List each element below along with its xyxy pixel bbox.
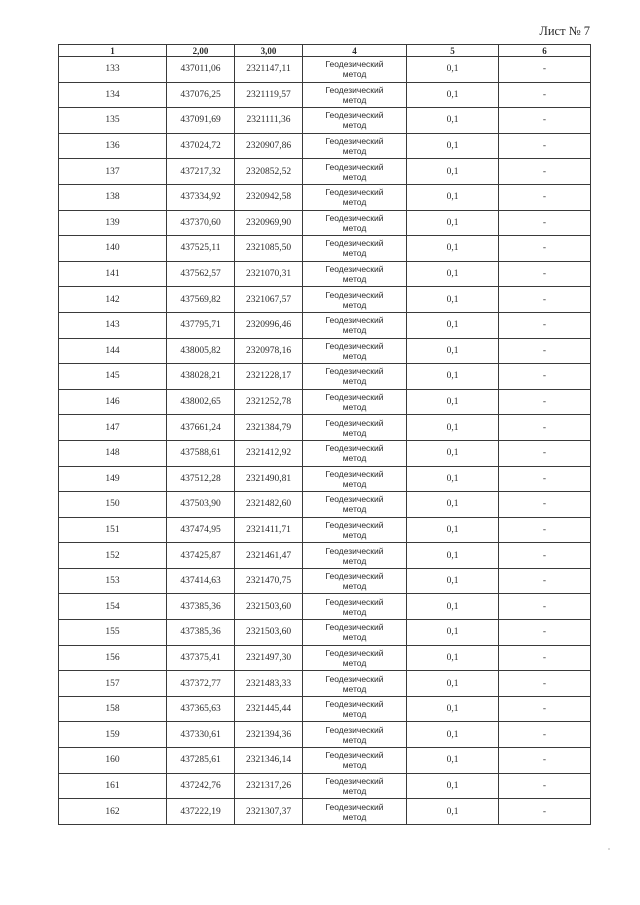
accuracy-cell: 0,1 xyxy=(407,415,499,441)
method-cell xyxy=(303,364,407,390)
method-line-2: метод xyxy=(342,427,367,438)
point-number-cell: 140 xyxy=(59,236,167,262)
x-coordinate-cell: 438005,82 xyxy=(167,338,235,364)
y-coordinate-cell: 2321412,92 xyxy=(235,440,303,466)
x-coordinate-cell: 437372,77 xyxy=(167,671,235,697)
method-line-1: Геодезический xyxy=(325,264,384,275)
note-cell: - xyxy=(499,287,591,313)
method-line-1: Геодезический xyxy=(325,212,384,223)
accuracy-cell: 0,1 xyxy=(407,492,499,518)
method-line-1: Геодезический xyxy=(325,187,384,198)
method-line-1: Геодезический xyxy=(325,110,384,121)
x-coordinate-cell: 438002,65 xyxy=(167,389,235,415)
accuracy-cell: 0,1 xyxy=(407,108,499,134)
table-row xyxy=(59,722,591,748)
accuracy-cell: 0,1 xyxy=(407,184,499,210)
method-line-2: метод xyxy=(342,299,367,310)
x-coordinate-cell: 437474,95 xyxy=(167,517,235,543)
x-coordinate-cell: 437512,28 xyxy=(167,466,235,492)
method-cell xyxy=(303,620,407,646)
y-coordinate-cell: 2321461,47 xyxy=(235,543,303,569)
table-row xyxy=(59,57,591,83)
method-line-1: Геодезический xyxy=(325,545,384,556)
table-row xyxy=(59,594,591,620)
method-line-1: Геодезический xyxy=(325,136,384,147)
method-line-1: Геодезический xyxy=(325,699,384,710)
method-cell xyxy=(303,415,407,441)
accuracy-cell: 0,1 xyxy=(407,568,499,594)
method-line-1: Геодезический xyxy=(325,647,384,658)
method-cell xyxy=(303,517,407,543)
table-row xyxy=(59,492,591,518)
note-cell: - xyxy=(499,722,591,748)
y-coordinate-cell: 2321085,50 xyxy=(235,236,303,262)
method-cell xyxy=(303,440,407,466)
accuracy-cell: 0,1 xyxy=(407,799,499,825)
note-cell: - xyxy=(499,57,591,83)
method-cell xyxy=(303,287,407,313)
accuracy-cell: 0,1 xyxy=(407,287,499,313)
y-coordinate-cell: 2321346,14 xyxy=(235,748,303,774)
y-coordinate-cell: 2321497,30 xyxy=(235,645,303,671)
table-row xyxy=(59,671,591,697)
point-number-cell: 144 xyxy=(59,338,167,364)
y-coordinate-cell: 2321067,57 xyxy=(235,287,303,313)
note-cell: - xyxy=(499,133,591,159)
point-number-cell: 147 xyxy=(59,415,167,441)
scan-speck xyxy=(608,848,610,850)
note-cell: - xyxy=(499,620,591,646)
table-row xyxy=(59,517,591,543)
method-cell xyxy=(303,312,407,338)
accuracy-cell: 0,1 xyxy=(407,133,499,159)
method-line-2: метод xyxy=(342,760,367,771)
x-coordinate-cell: 437562,57 xyxy=(167,261,235,287)
point-number-cell: 152 xyxy=(59,543,167,569)
note-cell: - xyxy=(499,492,591,518)
point-number-cell: 137 xyxy=(59,159,167,185)
x-coordinate-cell: 437503,90 xyxy=(167,492,235,518)
point-number-cell: 160 xyxy=(59,748,167,774)
note-cell: - xyxy=(499,799,591,825)
y-coordinate-cell: 2321384,79 xyxy=(235,415,303,441)
x-coordinate-cell: 437091,69 xyxy=(167,108,235,134)
point-number-cell: 143 xyxy=(59,312,167,338)
y-coordinate-cell: 2321252,78 xyxy=(235,389,303,415)
table-row xyxy=(59,773,591,799)
y-coordinate-cell: 2321394,36 xyxy=(235,722,303,748)
table-row xyxy=(59,568,591,594)
coordinates-table xyxy=(58,44,591,825)
method-line-1: Геодезический xyxy=(325,161,384,172)
accuracy-cell: 0,1 xyxy=(407,82,499,108)
note-cell: - xyxy=(499,82,591,108)
method-line-2: метод xyxy=(342,683,367,694)
accuracy-cell: 0,1 xyxy=(407,620,499,646)
y-coordinate-cell: 2321490,81 xyxy=(235,466,303,492)
note-cell: - xyxy=(499,696,591,722)
method-cell xyxy=(303,108,407,134)
method-cell xyxy=(303,159,407,185)
point-number-cell: 135 xyxy=(59,108,167,134)
method-cell xyxy=(303,389,407,415)
table-header-row xyxy=(59,45,591,57)
x-coordinate-cell: 438028,21 xyxy=(167,364,235,390)
point-number-cell: 154 xyxy=(59,594,167,620)
x-coordinate-cell: 437217,32 xyxy=(167,159,235,185)
y-coordinate-cell: 2320969,90 xyxy=(235,210,303,236)
method-line-2: метод xyxy=(342,222,367,233)
accuracy-cell: 0,1 xyxy=(407,210,499,236)
accuracy-cell: 0,1 xyxy=(407,312,499,338)
accuracy-cell: 0,1 xyxy=(407,671,499,697)
header-col-1: 1 xyxy=(59,45,167,57)
x-coordinate-cell: 437370,60 xyxy=(167,210,235,236)
table-row xyxy=(59,466,591,492)
method-line-2: метод xyxy=(342,606,367,617)
method-line-1: Геодезический xyxy=(325,622,384,633)
accuracy-cell: 0,1 xyxy=(407,57,499,83)
x-coordinate-cell: 437375,41 xyxy=(167,645,235,671)
method-line-1: Геодезический xyxy=(325,571,384,582)
note-cell: - xyxy=(499,671,591,697)
y-coordinate-cell: 2321503,60 xyxy=(235,594,303,620)
method-line-2: метод xyxy=(342,376,367,387)
header-col-2: 2,00 xyxy=(167,45,235,57)
point-number-cell: 133 xyxy=(59,57,167,83)
method-line-2: метод xyxy=(342,811,367,822)
method-cell xyxy=(303,773,407,799)
header-col-5: 5 xyxy=(407,45,499,57)
x-coordinate-cell: 437425,87 xyxy=(167,543,235,569)
note-cell: - xyxy=(499,594,591,620)
x-coordinate-cell: 437661,24 xyxy=(167,415,235,441)
method-line-2: метод xyxy=(342,632,367,643)
accuracy-cell: 0,1 xyxy=(407,338,499,364)
accuracy-cell: 0,1 xyxy=(407,543,499,569)
y-coordinate-cell: 2320852,52 xyxy=(235,159,303,185)
table-row xyxy=(59,184,591,210)
y-coordinate-cell: 2321445,44 xyxy=(235,696,303,722)
method-line-1: Геодезический xyxy=(325,417,384,428)
table-row xyxy=(59,799,591,825)
method-line-2: метод xyxy=(342,734,367,745)
table-row xyxy=(59,108,591,134)
table-row xyxy=(59,440,591,466)
sheet-number: Лист № 7 xyxy=(539,24,590,38)
point-number-cell: 141 xyxy=(59,261,167,287)
point-number-cell: 148 xyxy=(59,440,167,466)
method-cell xyxy=(303,645,407,671)
method-line-1: Геодезический xyxy=(325,366,384,377)
point-number-cell: 162 xyxy=(59,799,167,825)
method-line-1: Геодезический xyxy=(325,519,384,530)
accuracy-cell: 0,1 xyxy=(407,440,499,466)
table-row xyxy=(59,696,591,722)
x-coordinate-cell: 437795,71 xyxy=(167,312,235,338)
method-line-2: метод xyxy=(342,120,367,131)
method-cell xyxy=(303,543,407,569)
method-line-1: Геодезический xyxy=(325,443,384,454)
method-cell xyxy=(303,696,407,722)
method-line-1: Геодезический xyxy=(325,59,384,70)
method-line-1: Геодезический xyxy=(325,673,384,684)
y-coordinate-cell: 2321483,33 xyxy=(235,671,303,697)
note-cell: - xyxy=(499,261,591,287)
note-cell: - xyxy=(499,210,591,236)
x-coordinate-cell: 437076,25 xyxy=(167,82,235,108)
note-cell: - xyxy=(499,338,591,364)
x-coordinate-cell: 437334,92 xyxy=(167,184,235,210)
method-line-1: Геодезический xyxy=(325,84,384,95)
accuracy-cell: 0,1 xyxy=(407,236,499,262)
method-line-2: метод xyxy=(342,581,367,592)
point-number-cell: 136 xyxy=(59,133,167,159)
table-row xyxy=(59,748,591,774)
method-line-1: Геодезический xyxy=(325,801,384,812)
accuracy-cell: 0,1 xyxy=(407,261,499,287)
accuracy-cell: 0,1 xyxy=(407,773,499,799)
method-line-1: Геодезический xyxy=(325,775,384,786)
accuracy-cell: 0,1 xyxy=(407,594,499,620)
point-number-cell: 146 xyxy=(59,389,167,415)
x-coordinate-cell: 437330,61 xyxy=(167,722,235,748)
method-cell xyxy=(303,671,407,697)
note-cell: - xyxy=(499,415,591,441)
note-cell: - xyxy=(499,568,591,594)
y-coordinate-cell: 2320978,16 xyxy=(235,338,303,364)
x-coordinate-cell: 437569,82 xyxy=(167,287,235,313)
point-number-cell: 161 xyxy=(59,773,167,799)
method-line-1: Геодезический xyxy=(325,315,384,326)
method-line-2: метод xyxy=(342,529,367,540)
method-cell xyxy=(303,594,407,620)
method-line-1: Геодезический xyxy=(325,238,384,249)
method-line-2: метод xyxy=(342,453,367,464)
table-row xyxy=(59,261,591,287)
y-coordinate-cell: 2321147,11 xyxy=(235,57,303,83)
y-coordinate-cell: 2321111,36 xyxy=(235,108,303,134)
table-row xyxy=(59,82,591,108)
method-line-2: метод xyxy=(342,325,367,336)
method-line-2: метод xyxy=(342,785,367,796)
point-number-cell: 145 xyxy=(59,364,167,390)
method-line-1: Геодезический xyxy=(325,340,384,351)
method-line-2: метод xyxy=(342,402,367,413)
method-line-2: метод xyxy=(342,248,367,259)
method-line-2: метод xyxy=(342,171,367,182)
method-cell xyxy=(303,466,407,492)
note-cell: - xyxy=(499,645,591,671)
note-cell: - xyxy=(499,466,591,492)
header-col-3: 3,00 xyxy=(235,45,303,57)
table-row xyxy=(59,312,591,338)
accuracy-cell: 0,1 xyxy=(407,696,499,722)
method-line-1: Геодезический xyxy=(325,494,384,505)
method-line-2: метод xyxy=(342,274,367,285)
header-col-4: 4 xyxy=(303,45,407,57)
note-cell: - xyxy=(499,773,591,799)
point-number-cell: 150 xyxy=(59,492,167,518)
method-line-2: метод xyxy=(342,555,367,566)
table-row xyxy=(59,620,591,646)
table-row xyxy=(59,389,591,415)
method-line-2: метод xyxy=(342,478,367,489)
method-line-1: Геодезический xyxy=(325,392,384,403)
y-coordinate-cell: 2321070,31 xyxy=(235,261,303,287)
y-coordinate-cell: 2321317,26 xyxy=(235,773,303,799)
method-line-2: метод xyxy=(342,504,367,515)
x-coordinate-cell: 437024,72 xyxy=(167,133,235,159)
table-row xyxy=(59,543,591,569)
x-coordinate-cell: 437365,63 xyxy=(167,696,235,722)
y-coordinate-cell: 2320907,86 xyxy=(235,133,303,159)
accuracy-cell: 0,1 xyxy=(407,466,499,492)
point-number-cell: 151 xyxy=(59,517,167,543)
accuracy-cell: 0,1 xyxy=(407,748,499,774)
x-coordinate-cell: 437285,61 xyxy=(167,748,235,774)
point-number-cell: 142 xyxy=(59,287,167,313)
x-coordinate-cell: 437588,61 xyxy=(167,440,235,466)
accuracy-cell: 0,1 xyxy=(407,517,499,543)
accuracy-cell: 0,1 xyxy=(407,722,499,748)
table-row xyxy=(59,338,591,364)
point-number-cell: 149 xyxy=(59,466,167,492)
method-cell xyxy=(303,133,407,159)
note-cell: - xyxy=(499,748,591,774)
point-number-cell: 134 xyxy=(59,82,167,108)
method-cell xyxy=(303,82,407,108)
y-coordinate-cell: 2321482,60 xyxy=(235,492,303,518)
note-cell: - xyxy=(499,543,591,569)
point-number-cell: 159 xyxy=(59,722,167,748)
point-number-cell: 139 xyxy=(59,210,167,236)
accuracy-cell: 0,1 xyxy=(407,645,499,671)
table-row xyxy=(59,133,591,159)
method-cell xyxy=(303,57,407,83)
method-cell xyxy=(303,748,407,774)
point-number-cell: 138 xyxy=(59,184,167,210)
x-coordinate-cell: 437385,36 xyxy=(167,594,235,620)
method-line-1: Геодезический xyxy=(325,724,384,735)
method-line-2: метод xyxy=(342,94,367,105)
note-cell: - xyxy=(499,184,591,210)
accuracy-cell: 0,1 xyxy=(407,159,499,185)
accuracy-cell: 0,1 xyxy=(407,364,499,390)
note-cell: - xyxy=(499,364,591,390)
header-col-6: 6 xyxy=(499,45,591,57)
y-coordinate-cell: 2321307,37 xyxy=(235,799,303,825)
x-coordinate-cell: 437011,06 xyxy=(167,57,235,83)
method-line-1: Геодезический xyxy=(325,468,384,479)
point-number-cell: 156 xyxy=(59,645,167,671)
accuracy-cell: 0,1 xyxy=(407,389,499,415)
method-cell xyxy=(303,338,407,364)
y-coordinate-cell: 2320996,46 xyxy=(235,312,303,338)
note-cell: - xyxy=(499,159,591,185)
method-line-2: метод xyxy=(342,350,367,361)
point-number-cell: 155 xyxy=(59,620,167,646)
note-cell: - xyxy=(499,517,591,543)
x-coordinate-cell: 437414,63 xyxy=(167,568,235,594)
method-line-1: Геодезический xyxy=(325,596,384,607)
point-number-cell: 157 xyxy=(59,671,167,697)
point-number-cell: 153 xyxy=(59,568,167,594)
method-line-2: метод xyxy=(342,709,367,720)
x-coordinate-cell: 437525,11 xyxy=(167,236,235,262)
y-coordinate-cell: 2321470,75 xyxy=(235,568,303,594)
table-row xyxy=(59,210,591,236)
table-body xyxy=(59,57,591,825)
method-cell xyxy=(303,210,407,236)
x-coordinate-cell: 437242,76 xyxy=(167,773,235,799)
x-coordinate-cell: 437222,19 xyxy=(167,799,235,825)
method-cell xyxy=(303,799,407,825)
method-line-2: метод xyxy=(342,197,367,208)
note-cell: - xyxy=(499,440,591,466)
method-line-1: Геодезический xyxy=(325,289,384,300)
method-cell xyxy=(303,492,407,518)
method-line-1: Геодезический xyxy=(325,750,384,761)
method-line-2: метод xyxy=(342,657,367,668)
method-line-2: метод xyxy=(342,146,367,157)
table-row xyxy=(59,159,591,185)
method-cell xyxy=(303,568,407,594)
y-coordinate-cell: 2321503,60 xyxy=(235,620,303,646)
note-cell: - xyxy=(499,389,591,415)
method-cell xyxy=(303,722,407,748)
note-cell: - xyxy=(499,108,591,134)
method-cell xyxy=(303,236,407,262)
table-row xyxy=(59,415,591,441)
table-row xyxy=(59,287,591,313)
table-row xyxy=(59,364,591,390)
note-cell: - xyxy=(499,236,591,262)
method-cell xyxy=(303,261,407,287)
x-coordinate-cell: 437385,36 xyxy=(167,620,235,646)
y-coordinate-cell: 2321411,71 xyxy=(235,517,303,543)
y-coordinate-cell: 2321228,17 xyxy=(235,364,303,390)
y-coordinate-cell: 2321119,57 xyxy=(235,82,303,108)
table-row xyxy=(59,645,591,671)
method-line-2: метод xyxy=(342,69,367,80)
method-cell xyxy=(303,184,407,210)
note-cell: - xyxy=(499,312,591,338)
y-coordinate-cell: 2320942,58 xyxy=(235,184,303,210)
table-row xyxy=(59,236,591,262)
point-number-cell: 158 xyxy=(59,696,167,722)
